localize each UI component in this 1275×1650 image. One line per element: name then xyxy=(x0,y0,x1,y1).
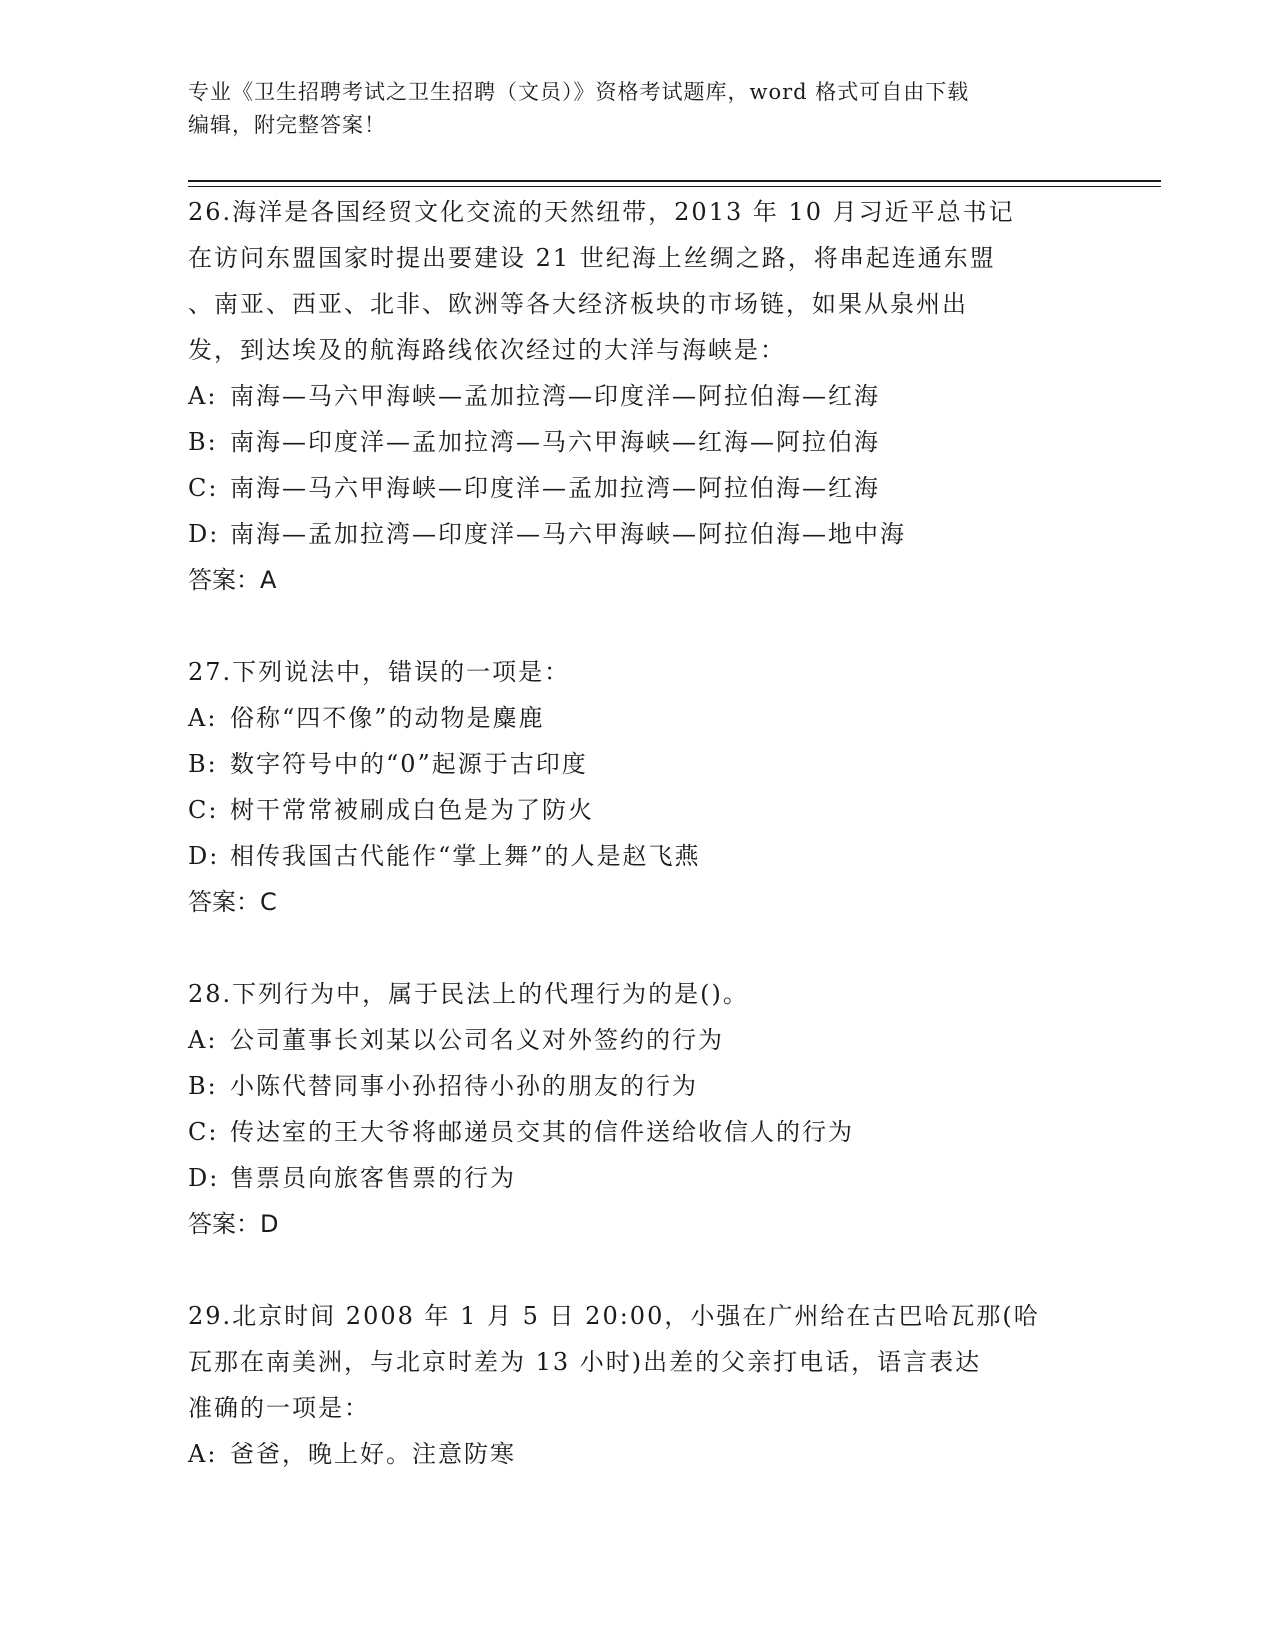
question-stem-line: 26.海洋是各国经贸文化交流的天然纽带，2013 年 10 月习近平总书记 xyxy=(188,198,1015,226)
option-b xyxy=(188,741,1088,787)
option-b xyxy=(188,419,1088,465)
option-text: 相传我国古代能作“掌上舞”的人是赵飞燕 xyxy=(230,842,701,870)
question-29 xyxy=(188,1293,1088,1477)
question-stem-line: 在访问东盟国家时提出要建设 21 世纪海上丝绸之路，将串起连通东盟 xyxy=(188,244,996,272)
option-letter: A: xyxy=(188,1026,218,1054)
option-text: 传达室的王大爷将邮递员交其的信件送给收信人的行为 xyxy=(230,1118,854,1146)
option-letter: D: xyxy=(188,1164,220,1192)
option-text: 俗称“四不像”的动物是麋鹿 xyxy=(230,704,545,732)
document-header xyxy=(188,76,1088,142)
header-line-1: 专业《卫生招聘考试之卫生招聘（文员）》资格考试题库，word 格式可自由下载 xyxy=(188,80,970,104)
question-stem-line: 27.下列说法中，错误的一项是： xyxy=(188,658,571,686)
option-text: 树干常常被刷成白色是为了防火 xyxy=(230,796,594,824)
option-letter: D: xyxy=(188,842,220,870)
option-text: 公司董事长刘某以公司名义对外签约的行为 xyxy=(230,1026,724,1054)
option-text: 南海—马六甲海峡—印度洋—孟加拉湾—阿拉伯海—红海 xyxy=(230,474,880,502)
question-stem-line: 、南亚、西亚、北非、欧洲等各大经济板块的市场链，如果从泉州出 xyxy=(188,290,968,318)
option-letter: D: xyxy=(188,520,220,548)
option-text: 爸爸，晚上好。注意防寒 xyxy=(230,1440,516,1468)
question-stem-line: 准确的一项是： xyxy=(188,1394,370,1422)
option-text: 数字符号中的“0”起源于古印度 xyxy=(230,750,588,778)
option-a xyxy=(188,373,1088,419)
question-stem-line: 29.北京时间 2008 年 1 月 5 日 20:00，小强在广州给在古巴哈瓦那(哈 xyxy=(188,1302,1040,1330)
option-d xyxy=(188,511,1088,557)
option-c xyxy=(188,1109,1088,1155)
question-26 xyxy=(188,189,1088,603)
header-rule-thin xyxy=(188,186,1161,187)
option-text: 南海—孟加拉湾—印度洋—马六甲海峡—阿拉伯海—地中海 xyxy=(230,520,906,548)
answer-line: 答案：A xyxy=(188,566,277,594)
option-text: 南海—印度洋—孟加拉湾—马六甲海峡—红海—阿拉伯海 xyxy=(230,428,880,456)
answer-line: 答案：C xyxy=(188,888,277,916)
option-d xyxy=(188,1155,1088,1201)
option-c xyxy=(188,787,1088,833)
option-letter: C: xyxy=(188,1118,219,1146)
question-27 xyxy=(188,649,1088,925)
option-a xyxy=(188,1431,1088,1477)
option-c xyxy=(188,465,1088,511)
question-stem-line: 28.下列行为中，属于民法上的代理行为的是()。 xyxy=(188,980,749,1008)
question-list xyxy=(188,189,1088,1523)
option-letter: A: xyxy=(188,1440,218,1468)
question-stem-line: 瓦那在南美洲，与北京时差为 13 小时)出差的父亲打电话，语言表达 xyxy=(188,1348,982,1376)
option-letter: C: xyxy=(188,796,219,824)
option-text: 小陈代替同事小孙招待小孙的朋友的行为 xyxy=(230,1072,698,1100)
option-a xyxy=(188,695,1088,741)
option-letter: A: xyxy=(188,382,218,410)
question-stem-line: 发，到达埃及的航海路线依次经过的大洋与海峡是： xyxy=(188,336,786,364)
header-line-2: 编辑，附完整答案！ xyxy=(188,113,386,137)
option-letter: A: xyxy=(188,704,218,732)
option-d xyxy=(188,833,1088,879)
option-letter: B: xyxy=(188,1072,218,1100)
header-rule-thick xyxy=(188,180,1161,182)
option-letter: B: xyxy=(188,750,218,778)
option-b xyxy=(188,1063,1088,1109)
option-a xyxy=(188,1017,1088,1063)
option-letter: B: xyxy=(188,428,218,456)
option-letter: C: xyxy=(188,474,219,502)
option-text: 南海—马六甲海峡—孟加拉湾—印度洋—阿拉伯海—红海 xyxy=(230,382,880,410)
answer-line: 答案：D xyxy=(188,1210,279,1238)
question-28 xyxy=(188,971,1088,1247)
option-text: 售票员向旅客售票的行为 xyxy=(230,1164,516,1192)
